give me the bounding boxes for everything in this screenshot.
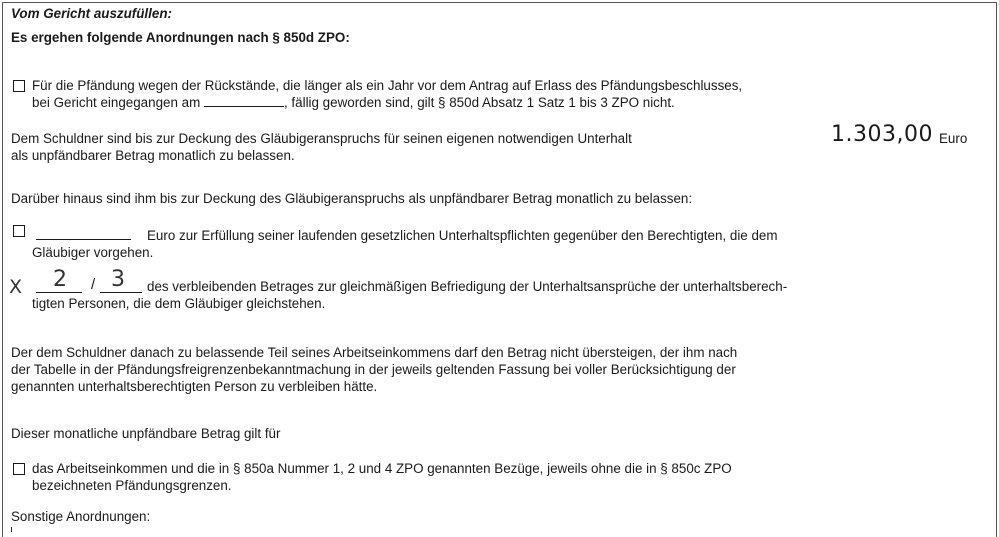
rueckstand-line2b: , fällig geworden sind, gilt § 850d Absatz 1 Satz 1 bis 3 ZPO nicht. <box>283 95 675 110</box>
checkbox-arbeitseinkommen[interactable] <box>13 463 25 475</box>
darueber-text: Darüber hinaus sind ihm bis zur Deckung des Gläubigeranspruchs als unpfändbarer Betrag monatlich zu belassen: <box>11 191 693 206</box>
unterhalt-line1: Dem Schuldner sind bis zur Deckung des Gläubigeranspruchs für seinen eigenen notwendigen Unterhalt <box>11 131 632 146</box>
unterhalt-amount[interactable]: 1.303,00 <box>831 122 933 147</box>
unterhalt-line2: als unpfändbarer Betrag monatlich zu belassen. <box>11 148 295 163</box>
sonstige-cursor-mark <box>11 527 12 532</box>
euro-option-line2: Gläubiger vorgehen. <box>32 245 154 260</box>
limit-line3: genannten unterhaltsberechtigten Person zu verbleiben hätte. <box>11 379 378 394</box>
rueckstand-line1: Für die Pfändung wegen der Rückstände, die länger als ein Jahr vor dem Antrag auf Erlass des Pfändungsbeschlusses, <box>32 78 743 93</box>
section-title: Vom Gericht auszufüllen: <box>11 6 172 21</box>
limit-line2: der Tabelle in der Pfändungsfreigrenzenbekanntmachung in der jeweils geltenden Fassung bei voller Berücksichtigung der <box>11 362 736 377</box>
fraction-numerator[interactable]: 2 <box>53 267 67 292</box>
fraction-option-line1: des verbleibenden Betrages zur gleichmäßigen Befriedigung der Unterhaltsansprüche der unterhaltsberech- <box>147 279 788 294</box>
sonstige-label: Sonstige Anordnungen: <box>11 509 151 524</box>
date-received-field[interactable] <box>204 93 284 107</box>
euro-amount-field[interactable] <box>36 225 131 240</box>
checkbox-rueckstand[interactable] <box>13 80 25 92</box>
rueckstand-line2 <box>32 93 675 112</box>
fraction-option-line2: tigten Personen, die dem Gläubiger gleichstehen. <box>32 296 326 311</box>
gilt-fuer-text: Dieser monatliche unpfändbare Betrag gilt für <box>11 426 281 441</box>
rueckstand-line2a: bei Gericht eingegangen am <box>32 95 201 110</box>
fraction-checkmark[interactable]: X <box>9 276 23 298</box>
checkbox-euro-option[interactable] <box>13 225 25 237</box>
form-heading: Es ergehen folgende Anordnungen nach § 850d ZPO: <box>11 30 350 45</box>
unterhalt-currency: Euro <box>939 131 968 146</box>
denominator-line <box>100 280 142 293</box>
arbeitseinkommen-line1: das Arbeitseinkommen und die in § 850a Nummer 1, 2 und 4 ZPO genannten Bezüge, jeweils ohne die in § 850c ZPO <box>32 461 732 476</box>
arbeitseinkommen-line2: bezeichneten Pfändungsgrenzen. <box>32 478 232 493</box>
fraction-denominator[interactable]: 3 <box>111 267 125 292</box>
limit-line1: Der dem Schuldner danach zu belassende Teil seines Arbeitseinkommens darf den Betrag nicht übersteigen, der ihm nach <box>11 345 738 360</box>
fraction-slash: / <box>91 276 96 293</box>
numerator-line <box>36 280 82 293</box>
euro-option-line1: Euro zur Erfüllung seiner laufenden gesetzlichen Unterhaltspflichten gegenüber den Berechtigten, die dem <box>147 228 778 243</box>
